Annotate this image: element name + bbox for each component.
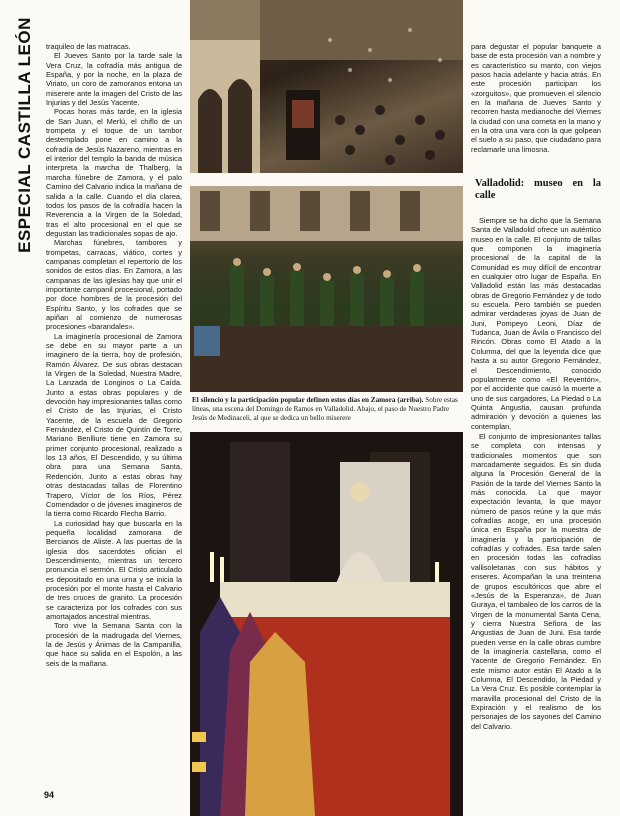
photo-medinaceli-art: [190, 432, 463, 816]
photo-valladolid-art: [190, 186, 463, 392]
photo-caption: [192, 396, 462, 422]
paragraph: Pocas horas más tarde, en la iglesia de San Juan, el Merlú, el chiflo de un trompeta y el toque de un tambor destemplado pone en camino a la cofradía de Jesús Nazareno, mientras en el interior del templo la banda de música interpreta la marcha de Thalberg, la marcha fúnebre de Zamora, y el palo Camino del Calvario indica la mañana de salida a la calle. Cuando el día clarea, todos los pasos de la cofradía hacen la Reverencia a la Virgen de la Soledad, tras el alto procesional en el que se degustan las tradicionales sopas de ajo.: [46, 107, 182, 238]
article-column-3: [471, 42, 601, 802]
paragraph: Marchas fúnebres, tambores y trompetas, carracas, viático, cortes y campanas completan el repertorio de los sonidos de estos días. En Zamora, a las campanas de las iglesias hay que unir el importante campanil procesional, portado por doce hombres de la procesión del Espíritu Santo, y los cofrades que se apiñan al comienzo de numerosas procesiones «barandales».: [46, 238, 182, 332]
paragraph: Siempre se ha dicho que la Semana Santa de Valladolid ofrece un auténtico museo en la calle. El conjunto de tallas que componen la imaginería procesional de la capital de la Comunidad es muy difícil de encontrar en cualquier otro lugar de España. En Valladolid están las más destacadas obras de Gregorio Fernández y de todo su escuela. Pero también se pueden admirar verdaderas joyas de Juan de Juni, Pompeyo Leoni, Díaz de Tudanca, Juan de Ávila o Francisco del Rincón. Obras como El Atado a la Columna, del que la leyenda dice que hasta a su autor Gregorio Fernández, el Descendimiento, conocido popularmente como «El Reventón», por el accidente que causó la muerte a uno de sus cargadores, La Piedad o La Quinta Angustia, causan profunda admiración y devoción a quienes las contemplan.: [471, 216, 601, 431]
paragraph: Toro vive la Semana Santa con la procesión de la madrugada del Viernes, la de Jesús y Ánimas de la Campanilla, que hace su salida en el Espolón, a las seis de la mañana.: [46, 621, 182, 668]
photo-valladolid-palm-sunday: [190, 186, 463, 392]
paragraph: La imaginería procesional de Zamora se debe en su mayor parte a un imaginero de la tierra, hoy de profesión, Ramón Álvarez. De sus obras destacan la Virgen de la Soledad, Nuestra Madre, La Lanzada de Longinos o La Caída. Junto a estas obras populares y de devoción hay impresionantes tallas como el Cristo de las Injurias, el Cristo Yacente, de la escuela de Gregorio Fernández, el Cristo de Quintín de Torre, Mariano Benlliure tiene en Zamora su primer conjunto procesional, realizado a los 13 años, El Descendido, y su última obra para una Semana Santa, Redención. Junto a estas obras hay otras destacadas tallas de Florentino Trapero, Víctor de los Ríos, Pérez Comendador o de jóvenes imagineros de la tierra como Ricardo Flecha Barrio.: [46, 331, 182, 519]
section-title-text: ESPECIAL CASTILLA LEÓN: [15, 17, 34, 253]
caption-lead: El silencio y la participación popular definen estos días en Zamora (arriba).: [192, 396, 424, 404]
photo-zamora-procession: [190, 0, 463, 173]
paragraph: traquileo de las matracas.: [46, 42, 131, 51]
photo-zamora-art: [190, 0, 463, 173]
section-title: [14, 17, 36, 253]
caption-body: Sobre estas líneas, una escena del Domingo de Ramos en Valladolid. Abajo, el paso de Nuestro Padre Jesús de Medinaceli, al que se dedica un bello miserere: [192, 396, 458, 422]
paragraph: El conjunto de impresionantes tallas se completa con intensas y tradicionales momentos que son marcadamente seguidos. Es sin duda alguna la Procesión General de la Pasión de la tarde del Viernes Santo la más conocida. La que mayor expectación levanta, la que mayor número de pasos reúne y la que más cofradías acoge, en una procesión única en España por la muestra de imaginería y la participación de cofradías y cofrades. Esa tarde salen en procesión todas las cofradías vallisoletanas con sus hábitos y enseres. Acompañan la una treintena de grupos escultóricos que abre el «Jesús de la Esperanza», de Juan Guraya, el tambaleo de los carros de la Virgen de la monumental Santa Cena, y cierra Nuestra Señora de las Angustias de Juan de Juni. Esa tarde pueden verse en la calle obras cumbre de la imaginería castellana, como el Yacente de Gregorio Fernández. En este mismo autor están El Atado a la Columna, El Descendido, la Piedad y La Vera Cruz. Es posible contemplar la maravilla procesional del Cristo de la Expiración y el realismo de los personajes de los sayones del Camino del Calvario.: [471, 432, 601, 731]
article-column-1: [46, 42, 182, 787]
subheading: Valladolid: museo en la calle: [475, 178, 601, 201]
paragraph: para degustar el popular banquete a base de esta procesión van a nombre y es característico su manto, con viejos pasos hacia adelante y hacia atrás. En este procesión participan los «zorguitos», que promueven el silencio en la mañana de Jueves Santo y recorren hasta medianoche del Viernes la ciudad con una corneta en la mano y en la otra una vara con la que golpean el suelo a su paso, que ciudadano para reclamarle una limosna.: [471, 42, 601, 154]
paragraph: El Jueves Santo por la tarde sale la Vera Cruz, la cofradía más antigua de España, y por la noche, en la plaza de Viriato, un coro de zamoranos entona un miserere ante la imagen del Cristo de las Injurias y del Jesús Yacente.: [46, 51, 182, 108]
page-number: 94: [44, 790, 55, 800]
photo-medinaceli-paso: [190, 432, 463, 816]
paragraph: La curiosidad hay que buscarla en la pequeña localidad zamorana de Bercianos de Aliste. A las puertas de la iglesia dos sacerdotes ofician el Descendimiento, mientras un tercero pronuncia el sermón. El Cristo articulado es depositado en una urna y se inicia la procesión por el monte hasta el Calvario de tres cruces de granito. La procesión se caracteriza por los cofrades con sus amortajados ancestral mientras.: [46, 518, 182, 621]
